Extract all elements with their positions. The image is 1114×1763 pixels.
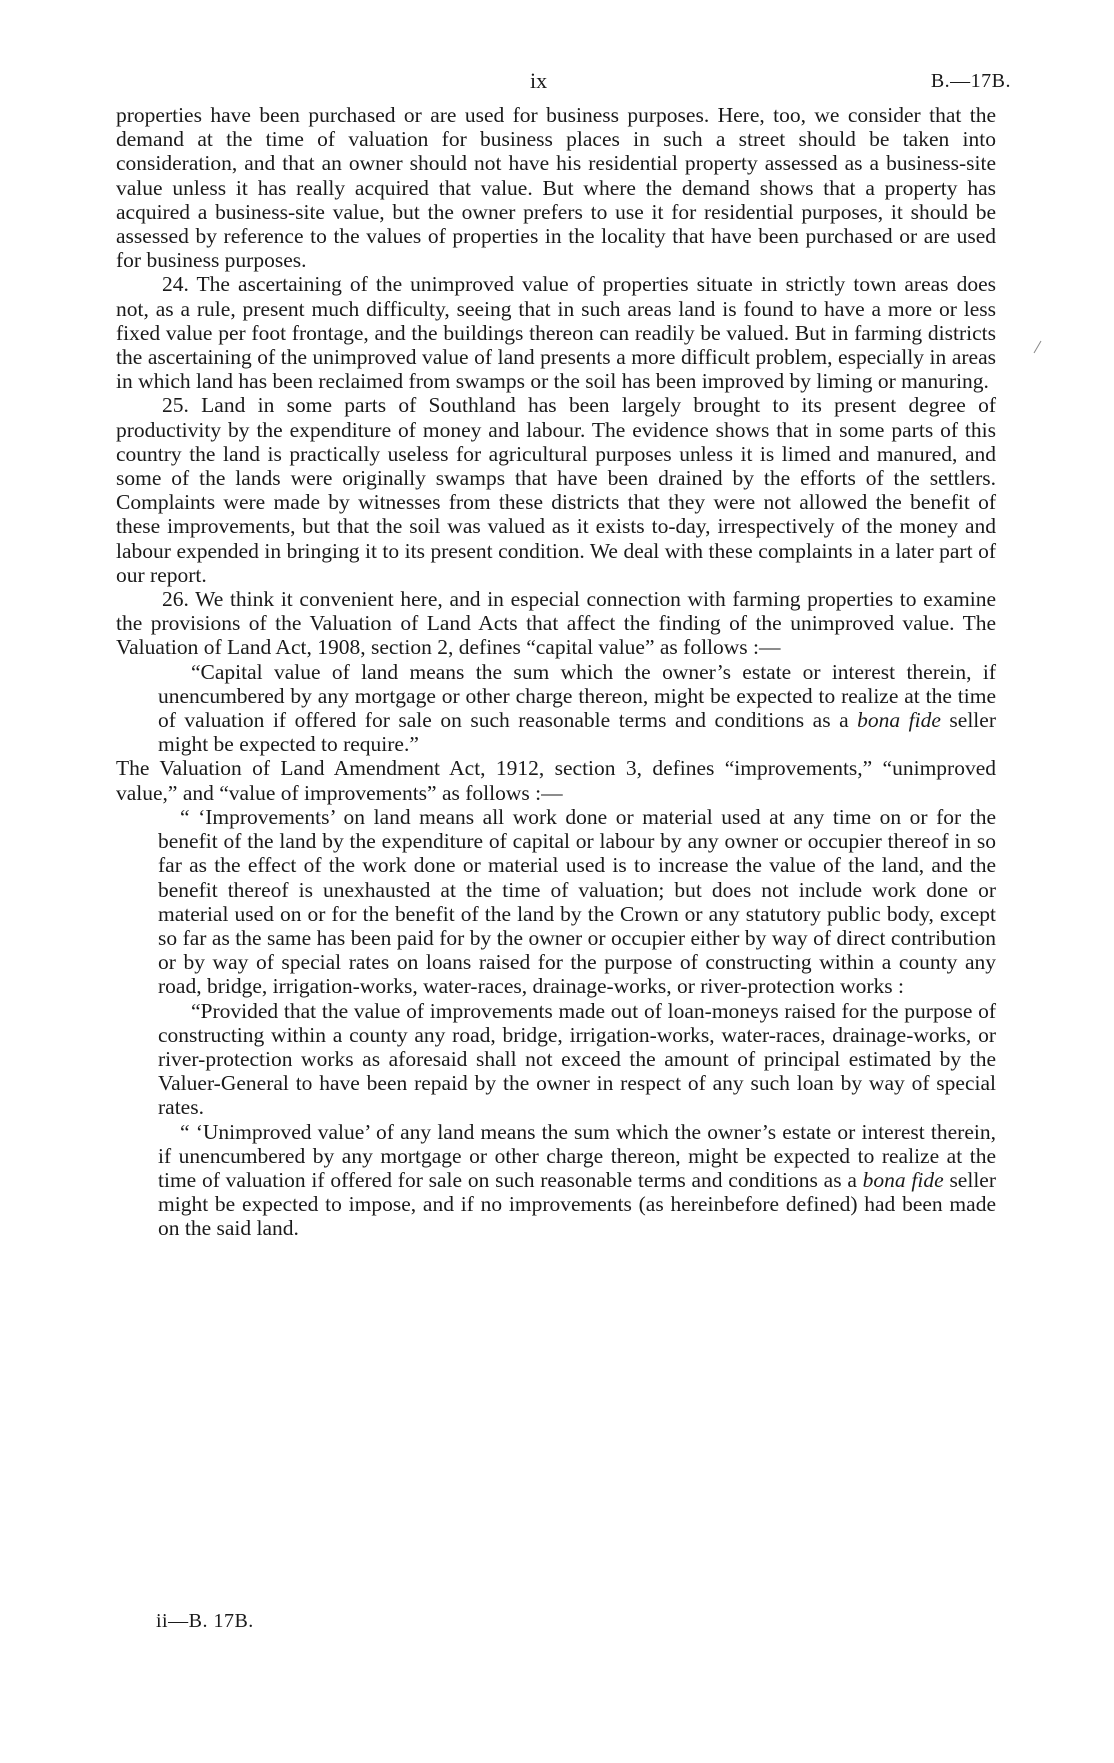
quote-capital-value <box>116 660 996 757</box>
quote-unimproved-value <box>158 1120 996 1241</box>
document-body <box>116 103 996 1241</box>
quote-text-part: “Capital value of land means the sum which the owner’s estate or interest therein, if unencumbered by any mortgage or other charge thereon, might be expected to realize at the time of valuation if offered for sale on such reasonable terms and conditions as a <box>158 659 996 733</box>
quote-capital-value-text <box>158 660 996 757</box>
quote-text-part: seller might be expected to require.” <box>158 708 996 757</box>
paper-reference: B.—17B. <box>930 70 1011 92</box>
page-number: ix <box>530 68 548 93</box>
quote-proviso: “Provided that the value of improvements made out of loan-moneys raised for the purpose of constructing within a county any road, bridge, irrigation-works, water-races, drainage-works, or river-protection works as aforesaid shall not exceed the amount of principal estimated by the Valuer-General to have been repaid by the owner in respect of any such loan by way of special rates. <box>158 998 996 1120</box>
signature-mark: ii—B. 17B. <box>156 1610 254 1632</box>
quote-italic-term: bona fide <box>862 1167 944 1192</box>
paragraph-26: 26. We think it convenient here, and in especial connection with farming properties to examine the provisions of the Valuation of Land Acts that affect the finding of the unimproved value. The Valuation of Land Act, 1908, section 2, defines “capital value” as follows :— <box>116 587 996 660</box>
quote-text-part: seller might be expected to impose, and if no improvements (as hereinbefore defined) had been made on the said land. <box>158 1167 997 1241</box>
paragraph-24: 24. The ascertaining of the unimproved value of properties situate in strictly town areas does not, as a rule, present much difficulty, seeing that in such areas land is found to have a more or less fixed value per foot frontage, and the buildings thereon can readily be valued. But in farming districts the ascertaining of the unimproved value of land presents a more difficult problem, especially in areas in which land has been reclaimed from swamps or the soil has been improved by liming or manuring. <box>116 272 996 394</box>
quote-italic-term: bona fide <box>857 708 941 733</box>
quote-text-part: “ ‘Unimproved value’ of any land means the sum which the owner’s estate or interest therein, if unencumbered by any mortgage or other charge thereon, might be expected to realize at the time of valuation if offered for sale on such reasonable terms and conditions as a <box>158 1119 996 1192</box>
paragraph-continued: properties have been purchased or are used for business purposes. Here, too, we consider that the demand at the time of valuation for business places in such a street should be taken into consideration, and that an owner should not have his residential property assessed as a business-site value unless it has really acquired that value. But where the demand shows that a property has acquired a business-site value, but the owner prefers to use it for residential purposes, it should be assessed by reference to the values of properties in the locality that have been purchased or are used for business purposes. <box>116 103 996 273</box>
paragraph-25: 25. Land in some parts of Southland has been largely brought to its present degree of productivity by the expenditure of money and labour. The evidence shows that in some parts of this country the land is practically useless for agricultural purposes unless it is limed and manured, and some of the lands were originally swamps that have been drained by the efforts of the settlers. Complaints were made by witnesses from these districts that they were not allowed the benefit of these improvements, but that the soil was valued as it exists to-day, irrespectively of the money and labour expended in bringing it to its present condition. We deal with these complaints in a later part of our report. <box>116 393 996 587</box>
quote-improvements <box>116 805 996 1241</box>
running-head <box>0 66 1114 96</box>
margin-mark <box>1034 341 1042 354</box>
paragraph-amendment-act: The Valuation of Land Amendment Act, 1912, section 3, defines “improvements,” “unimproved value,” and “value of improvements” as follows :— <box>116 756 996 805</box>
quote-improvements-definition: “ ‘Improvements’ on land means all work done or material used at any time on or for the benefit of the land by the expenditure of capital or labour by any owner or occupier thereof in so far as the effect of the work done or material used is to increase the value of the land, and the benefit thereof is unexhausted at the time of valuation; but does not include work done or material used on or for the benefit of the land by the Crown or any statutory public body, except so far as the same has been paid for by the owner or occupier either by way of direct contribution or by way of special rates on loans raised for the purpose of constructing within a county any road, bridge, irrigation-works, water-races, drainage-works, or river-protection works : <box>158 804 996 999</box>
